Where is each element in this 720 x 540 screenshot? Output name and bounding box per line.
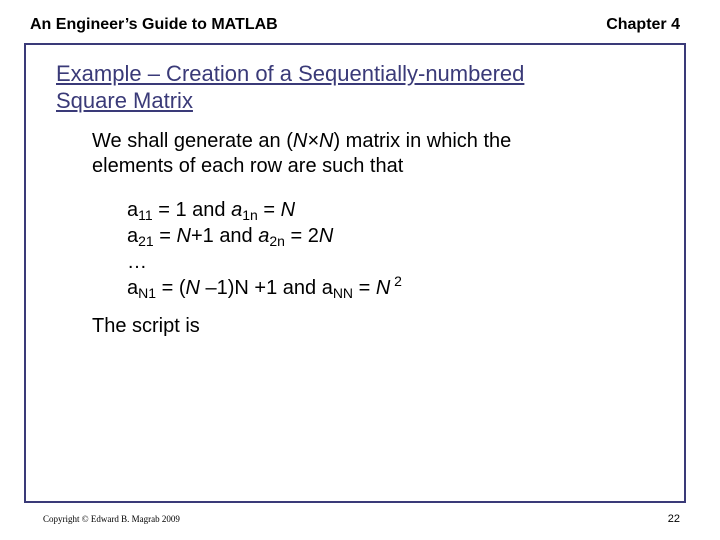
intro-text-post: ) matrix in which the [333,130,512,152]
intro-paragraph [92,129,652,179]
book-title: An Engineer’s Guide to MATLAB [30,16,278,33]
eq1-a: a [127,199,139,221]
page-number: 22 [667,513,680,525]
eq1-mid2: = [257,199,281,221]
copyright-notice: Copyright © Edward B. Magrab 2009 [43,514,180,524]
eq2-b: a [258,225,270,247]
eq4-a: a [127,277,139,299]
eq4-sup: 2 [390,273,402,289]
eq4-sub1: N1 [138,285,157,301]
eq2-mid2: +1 and [190,225,259,247]
eq2-sub1: 21 [138,233,154,249]
eq2-n2: N [318,225,334,247]
equation-line-4 [127,275,402,301]
intro-line-1 [92,129,652,154]
eq2-n1: N [176,225,191,247]
eq4-mid1: = ( [156,277,186,299]
eq1-sub2: 1n [242,207,258,223]
eq1-sub1: 11 [138,207,153,223]
equation-line-1 [127,197,402,223]
eq4-b: a [321,277,333,299]
eq1-n: N [280,199,296,221]
slide-title-line-2: Square Matrix [56,88,193,113]
slide-title-line-1: Example – Creation of a Sequentially-numbered [56,61,525,86]
equation-line-3-ellipsis: … [127,251,147,273]
script-label: The script is [92,315,200,337]
equation-block [127,197,402,301]
chapter-label: Chapter 4 [606,16,680,33]
intro-var: N×N [292,130,334,152]
eq4-sub2: NN [332,285,354,301]
eq2-mid1: = [153,225,177,247]
eq2-sub2: 2n [269,233,285,249]
eq4-n1: N [185,277,200,299]
eq1-b: a [231,199,243,221]
eq4-n2: N [375,277,391,299]
eq4-mid3: = [353,277,376,299]
eq4-mid2: –1)N +1 and [199,277,322,299]
eq1-mid1: = 1 and [152,199,232,221]
intro-line-2: elements of each row are such that [92,155,404,177]
eq2-mid3: = 2 [284,225,319,247]
intro-text-pre: We shall generate an ( [92,130,293,152]
eq2-a: a [127,225,139,247]
equation-line-2 [127,223,402,249]
slide-title [56,60,676,114]
